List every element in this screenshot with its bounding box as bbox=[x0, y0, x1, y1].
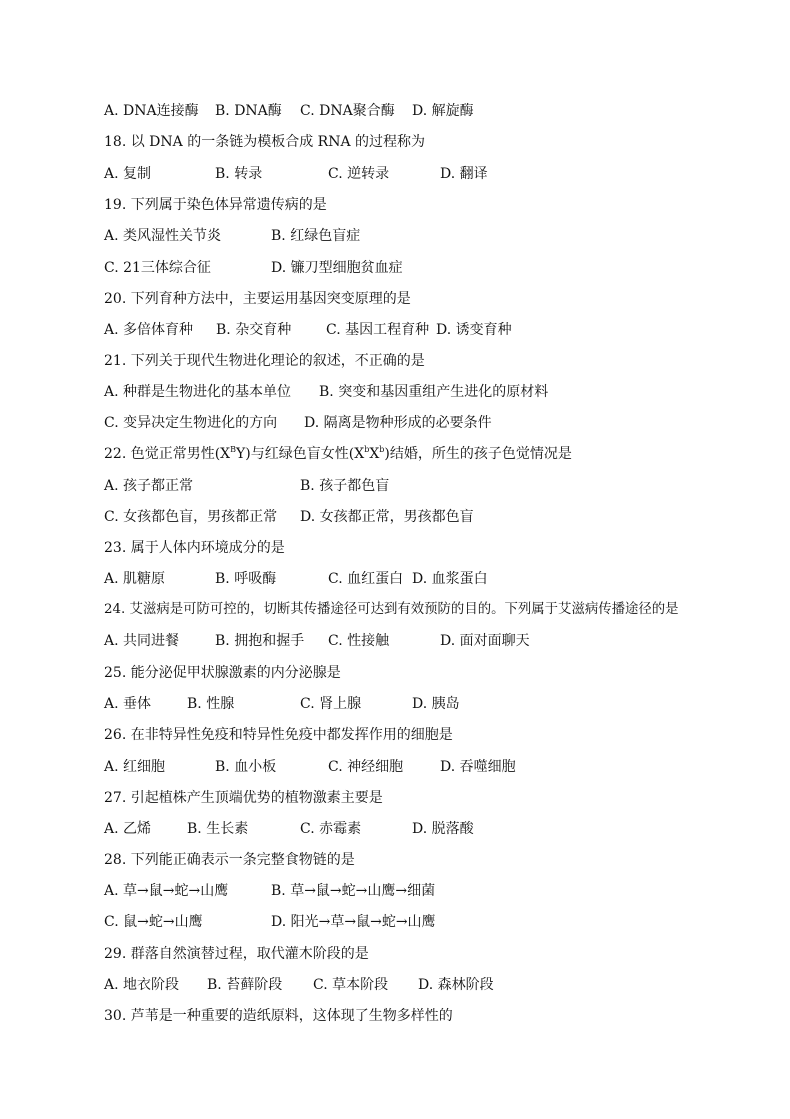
q17-option-b: B. DNA酶 bbox=[215, 103, 282, 119]
q23-option-b: B. 呼吸酶 bbox=[215, 571, 277, 587]
q23-option-a: A. 肌糖原 bbox=[104, 571, 166, 587]
q22-stem-part2: Y)与红绿色盲女性(X bbox=[236, 446, 365, 462]
q24-option-d: D. 面对面聊天 bbox=[440, 633, 530, 649]
q28-stem: 28. 下列能正确表示一条完整食物链的是 bbox=[104, 852, 355, 868]
q19-stem: 19. 下列属于染色体异常遗传病的是 bbox=[104, 197, 327, 213]
q22-option-d: D. 女孩都正常，男孩都色盲 bbox=[300, 509, 474, 525]
q21-stem: 21. 下列关于现代生物进化理论的叙述，不正确的是 bbox=[104, 353, 425, 369]
q27-option-c: C. 赤霉素 bbox=[300, 821, 362, 837]
q23-option-c: C. 血红蛋白 bbox=[328, 571, 404, 587]
q19-option-b: B. 红绿色盲症 bbox=[271, 228, 361, 244]
q29-stem: 29. 群落自然演替过程，取代灌木阶段的是 bbox=[104, 946, 369, 962]
q28-option-c: C. 鼠→蛇→山鹰 bbox=[104, 914, 203, 930]
q26-option-d: D. 吞噬细胞 bbox=[440, 759, 516, 775]
q28-option-b: B. 草→鼠→蛇→山鹰→细菌 bbox=[271, 883, 436, 899]
q22-sup-b: B bbox=[230, 445, 237, 454]
q29-option-b: B. 苔藓阶段 bbox=[207, 977, 283, 993]
q17-option-a: A. DNA连接酶 bbox=[104, 103, 199, 119]
q21-option-d: D. 隔离是物种形成的必要条件 bbox=[304, 415, 492, 431]
q22-stem bbox=[104, 445, 572, 463]
q20-option-b: B. 杂交育种 bbox=[216, 322, 292, 338]
q20-stem: 20. 下列育种方法中，主要运用基因突变原理的是 bbox=[104, 291, 411, 307]
q23-option-d: D. 血浆蛋白 bbox=[412, 571, 488, 587]
q18-option-b: B. 转录 bbox=[215, 166, 263, 182]
q26-option-a: A. 红细胞 bbox=[104, 759, 166, 775]
q25-stem: 25. 能分泌促甲状腺激素的内分泌腺是 bbox=[104, 665, 341, 681]
q17-option-c: C. DNA聚合酶 bbox=[300, 103, 395, 119]
q28-option-a: A. 草→鼠→蛇→山鹰 bbox=[104, 883, 229, 899]
q22-stem-part3: X bbox=[369, 446, 380, 462]
q22-option-b: B. 孩子都色盲 bbox=[300, 478, 390, 494]
q30-stem: 30. 芦苇是一种重要的造纸原料，这体现了生物多样性的 bbox=[104, 1008, 453, 1024]
q24-stem: 24. 艾滋病是可防可控的，切断其传播途径可达到有效预防的目的。下列属于艾滋病传播途径的是 bbox=[104, 602, 679, 617]
q22-sup-b-2: b bbox=[379, 445, 385, 454]
q23-stem: 23. 属于人体内环境成分的是 bbox=[104, 540, 285, 556]
q19-option-a: A. 类风湿性关节炎 bbox=[104, 228, 222, 244]
q27-option-d: D. 脱落酸 bbox=[412, 821, 474, 837]
q20-option-a: A. 多倍体育种 bbox=[104, 322, 194, 338]
q21-option-c: C. 变异决定生物进化的方向 bbox=[104, 415, 278, 431]
q26-option-b: B. 血小板 bbox=[215, 759, 277, 775]
q22-stem-part4: )结婚，所生的孩子色觉情况是 bbox=[384, 446, 572, 462]
q19-option-d: D. 镰刀型细胞贫血症 bbox=[271, 260, 403, 276]
q27-option-b: B. 生长素 bbox=[187, 821, 249, 837]
q18-option-d: D. 翻译 bbox=[440, 166, 488, 182]
q20-option-d: D. 诱变育种 bbox=[436, 322, 512, 338]
q20-option-c: C. 基因工程育种 bbox=[326, 322, 430, 338]
q25-option-d: D. 胰岛 bbox=[412, 696, 460, 712]
q28-option-d: D. 阳光→草→鼠→蛇→山鹰 bbox=[271, 914, 436, 930]
q24-option-c: C. 性接触 bbox=[328, 633, 390, 649]
q29-option-a: A. 地衣阶段 bbox=[104, 977, 180, 993]
q21-option-b: B. 突变和基因重组产生进化的原材料 bbox=[319, 384, 549, 400]
q25-option-a: A. 垂体 bbox=[104, 696, 152, 712]
q27-stem: 27. 引起植株产生顶端优势的植物激素主要是 bbox=[104, 790, 383, 806]
q29-option-c: C. 草本阶段 bbox=[313, 977, 389, 993]
q18-option-a: A. 复制 bbox=[104, 166, 152, 182]
q18-stem: 18. 以 DNA 的一条链为模板合成 RNA 的过程称为 bbox=[104, 134, 426, 150]
q22-option-c: C. 女孩都色盲，男孩都正常 bbox=[104, 509, 278, 525]
q24-option-b: B. 拥抱和握手 bbox=[215, 633, 305, 649]
q29-option-d: D. 森林阶段 bbox=[418, 977, 494, 993]
q18-option-c: C. 逆转录 bbox=[328, 166, 390, 182]
q22-stem-part1: 22. 色觉正常男性(X bbox=[104, 446, 231, 462]
q22-sup-b-1: b bbox=[364, 445, 370, 454]
q21-option-a: A. 种群是生物进化的基本单位 bbox=[104, 384, 292, 400]
q27-option-a: A. 乙烯 bbox=[104, 821, 152, 837]
q22-option-a: A. 孩子都正常 bbox=[104, 478, 194, 494]
q26-stem: 26. 在非特异性免疫和特异性免疫中都发挥作用的细胞是 bbox=[104, 727, 453, 743]
q25-option-c: C. 肾上腺 bbox=[300, 696, 362, 712]
q19-option-c: C. 21三体综合征 bbox=[104, 260, 211, 276]
q24-option-a: A. 共同进餐 bbox=[104, 633, 180, 649]
q26-option-c: C. 神经细胞 bbox=[328, 759, 404, 775]
q25-option-b: B. 性腺 bbox=[187, 696, 235, 712]
q17-option-d: D. 解旋酶 bbox=[412, 103, 474, 119]
